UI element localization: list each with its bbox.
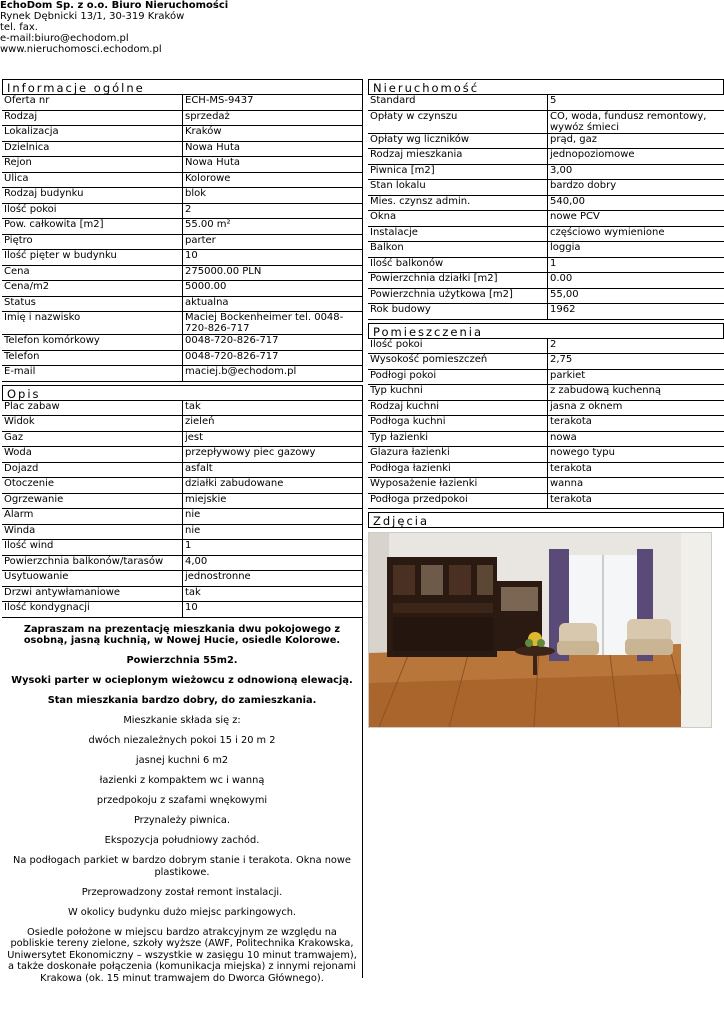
general-row (2, 157, 363, 173)
general-row (2, 188, 363, 204)
description-table (2, 401, 363, 618)
company-email: e-mail:biuro@echodom.pl (0, 33, 129, 44)
opis-label: Gaz (2, 432, 183, 448)
rooms-row (368, 447, 724, 463)
opis-label: Usytuowanie (2, 571, 183, 587)
living-room-photo (369, 533, 711, 727)
right-column (368, 79, 724, 728)
property-value: bardzo dobry (548, 180, 724, 196)
opis-label: Otoczenie (2, 478, 183, 494)
general-row (2, 204, 363, 220)
general-value: Nowa Huta (183, 157, 363, 173)
general-value: Kraków (183, 126, 363, 142)
opis-row (2, 587, 363, 603)
general-row (2, 235, 363, 251)
property-label: Instalacje (368, 227, 548, 243)
rooms-label: Podłoga kuchni (368, 416, 548, 432)
opis-row (2, 447, 363, 463)
property-row (368, 273, 724, 289)
opis-label: Woda (2, 447, 183, 463)
opis-label: Widok (2, 416, 183, 432)
property-row (368, 180, 724, 196)
rooms-label: Wysokość pomieszczeń (368, 354, 548, 370)
rooms-value: nowego typu (548, 447, 724, 463)
general-label: Lokalizacja (2, 126, 183, 142)
general-value: 10 (183, 250, 363, 266)
general-label: Status (2, 297, 183, 313)
description-paragraph: W okolicy budynku dużo miejsc parkingowych. (67, 906, 297, 918)
general-row (2, 366, 363, 382)
general-row (2, 126, 363, 142)
opis-label: Alarm (2, 509, 183, 525)
property-row (368, 196, 724, 212)
opis-value: jednostronne (183, 571, 363, 587)
description-paragraph: dwóch niezależnych pokoi 15 i 20 m 2 (88, 735, 276, 746)
opis-value: działki zabudowane (183, 478, 363, 494)
property-value: 540,00 (548, 196, 724, 212)
general-label: Rodzaj (2, 111, 183, 127)
rooms-value: wanna (548, 478, 724, 494)
opis-label: Ilość wind (2, 540, 183, 556)
general-value: 2 (183, 204, 363, 220)
rooms-value: parkiet (548, 370, 724, 386)
property-title: Nieruchomość (368, 79, 724, 95)
general-value: Kolorowe (183, 173, 363, 189)
general-row (2, 142, 363, 158)
opis-value: 10 (183, 602, 363, 618)
opis-label: Ilość kondygnacji (2, 602, 183, 618)
property-label: Mies. czynsz admin. (368, 196, 548, 212)
company-website: www.nieruchomosci.echodom.pl (0, 44, 162, 55)
description-text (2, 618, 363, 984)
property-row (368, 242, 724, 258)
property-label: Piwnica [m2] (368, 165, 548, 181)
general-label: Ilość pięter w budynku (2, 250, 183, 266)
rooms-row (368, 370, 724, 386)
opis-label: Winda (2, 525, 183, 541)
property-row (368, 111, 724, 134)
opis-row (2, 509, 363, 525)
property-value: nowe PCV (548, 211, 724, 227)
opis-row (2, 401, 363, 417)
description-paragraph: Ekspozycja południowy zachód. (104, 835, 260, 846)
rooms-row (368, 432, 724, 448)
property-label: Ilość balkonów (368, 258, 548, 274)
general-row (2, 297, 363, 313)
description-paragraph: Przynależy piwnica. (133, 815, 231, 826)
opis-value: nie (183, 525, 363, 541)
general-row (2, 219, 363, 235)
general-info-title: Informacje ogólne (2, 79, 363, 95)
property-row (368, 95, 724, 111)
property-value: 3,00 (548, 165, 724, 181)
rooms-label: Typ kuchni (368, 385, 548, 401)
general-label: Telefon komórkowy (2, 335, 183, 351)
company-phone: tel. fax. (0, 22, 38, 33)
opis-value: jest (183, 432, 363, 448)
general-value: 5000.00 (183, 281, 363, 297)
rooms-row (368, 416, 724, 432)
property-label: Standard (368, 95, 548, 111)
property-label: Balkon (368, 242, 548, 258)
general-value: Nowa Huta (183, 142, 363, 158)
opis-value: nie (183, 509, 363, 525)
property-label: Opłaty wg liczników (368, 134, 548, 150)
opis-value: zieleń (183, 416, 363, 432)
opis-value: 4,00 (183, 556, 363, 572)
general-row (2, 111, 363, 127)
opis-row (2, 478, 363, 494)
general-row (2, 266, 363, 282)
general-label: Imię i nazwisko (2, 312, 183, 335)
general-value: 275000.00 PLN (183, 266, 363, 282)
opis-value: przepływowy piec gazowy (183, 447, 363, 463)
opis-row (2, 556, 363, 572)
general-label: E-mail (2, 366, 183, 382)
general-value: 0048-720-826-717 (183, 351, 363, 367)
rooms-row (368, 463, 724, 479)
opis-row (2, 525, 363, 541)
rooms-label: Typ łazienki (368, 432, 548, 448)
property-label: Powierzchnia działki [m2] (368, 273, 548, 289)
property-value: CO, woda, fundusz remontowy, wywóz śmieci (548, 111, 724, 134)
rooms-label: Rodzaj kuchni (368, 401, 548, 417)
opis-value: tak (183, 587, 363, 603)
opis-label: Powierzchnia balkonów/tarasów (2, 556, 183, 572)
rooms-label: Podłogi pokoi (368, 370, 548, 386)
general-value: blok (183, 188, 363, 204)
general-row (2, 281, 363, 297)
property-row (368, 258, 724, 274)
property-value: 5 (548, 95, 724, 111)
general-value: Maciej Bockenheimer tel. 0048-720-826-717 (183, 312, 363, 335)
property-value: 0.00 (548, 273, 724, 289)
general-value: ECH-MS-9437 (183, 95, 363, 111)
rooms-value: 2,75 (548, 354, 724, 370)
agency-header (0, 0, 228, 55)
property-value: 55,00 (548, 289, 724, 305)
opis-value: 1 (183, 540, 363, 556)
opis-label: Dojazd (2, 463, 183, 479)
general-label: Ulica (2, 173, 183, 189)
opis-label: Drzwi antywłamaniowe (2, 587, 183, 603)
general-value: parter (183, 235, 363, 251)
apartment-photo[interactable] (368, 532, 712, 728)
general-label: Dzielnica (2, 142, 183, 158)
property-label: Opłaty w czynszu (368, 111, 548, 134)
general-value: maciej.b@echodom.pl (183, 366, 363, 382)
general-label: Ilość pokoi (2, 204, 183, 220)
rooms-row (368, 478, 724, 494)
general-label: Pow. całkowita [m2] (2, 219, 183, 235)
opis-value: asfalt (183, 463, 363, 479)
description-paragraph: Osiedle położone w miejscu bardzo atrakcyjnym ze względu na pobliskie tereny zielone, szkoły wyższe (AWF, Politechnika Krakowska, Uniwersytet Ekonomiczny – wszystkie w zasięgu 10 minut tramwajem), a także doskonałe połączenia (komunikacja miejska) z innymi rejonami Krakowa (ok. 15 minut tramwajem do Dworca Głównego). (7, 926, 357, 984)
rooms-label: Podłoga przedpokoi (368, 494, 548, 510)
general-value: sprzedaż (183, 111, 363, 127)
opis-label: Ogrzewanie (2, 494, 183, 510)
rooms-value: terakota (548, 494, 724, 510)
opis-value: miejskie (183, 494, 363, 510)
opis-row (2, 602, 363, 618)
property-label: Rok budowy (368, 304, 548, 320)
description-paragraph: Zapraszam na prezentację mieszkania dwu pokojowego z osobną, jasną kuchnią, w Nowej Hucie, osiedle Kolorowe. (23, 623, 341, 646)
general-value: aktualna (183, 297, 363, 313)
general-label: Piętro (2, 235, 183, 251)
general-value: 55.00 m² (183, 219, 363, 235)
rooms-table (368, 339, 724, 510)
general-row (2, 250, 363, 266)
description-paragraph: łazienki z kompaktem wc i wanną (99, 775, 265, 786)
description-paragraph: jasnej kuchni 6 m2 (135, 755, 229, 766)
description-paragraph: Stan mieszkania bardzo dobry, do zamieszkania. (47, 695, 317, 706)
property-value: częściowo wymienione (548, 227, 724, 243)
rooms-value: terakota (548, 463, 724, 479)
general-value: 0048-720-826-717 (183, 335, 363, 351)
description-paragraph: Przeprowadzony został remont instalacji. (81, 886, 283, 898)
rooms-value: z zabudową kuchenną (548, 385, 724, 401)
rooms-value: jasna z oknem (548, 401, 724, 417)
property-label: Okna (368, 211, 548, 227)
opis-row (2, 416, 363, 432)
property-label: Rodzaj mieszkania (368, 149, 548, 165)
opis-value: tak (183, 401, 363, 417)
opis-row (2, 494, 363, 510)
property-value: 1 (548, 258, 724, 274)
rooms-label: Glazura łazienki (368, 447, 548, 463)
description-paragraph: Powierzchnia 55m2. (126, 655, 238, 666)
property-row (368, 304, 724, 320)
general-row (2, 173, 363, 189)
rooms-row (368, 385, 724, 401)
property-row (368, 165, 724, 181)
property-value: prąd, gaz (548, 134, 724, 150)
property-value: loggia (548, 242, 724, 258)
opis-row (2, 540, 363, 556)
general-label: Rodzaj budynku (2, 188, 183, 204)
rooms-row (368, 494, 724, 510)
property-label: Powierzchnia użytkowa [m2] (368, 289, 548, 305)
rooms-row (368, 401, 724, 417)
general-row (2, 95, 363, 111)
rooms-label: Podłoga łazienki (368, 463, 548, 479)
photos-title: Zdjęcia (368, 512, 724, 528)
opis-row (2, 432, 363, 448)
opis-row (2, 571, 363, 587)
general-row (2, 351, 363, 367)
property-row (368, 227, 724, 243)
property-row (368, 289, 724, 305)
general-label: Rejon (2, 157, 183, 173)
property-row (368, 134, 724, 150)
general-row (2, 335, 363, 351)
general-row (2, 312, 363, 335)
property-row (368, 211, 724, 227)
general-label: Cena (2, 266, 183, 282)
company-address: Rynek Dębnicki 13/1, 30-319 Kraków (0, 11, 185, 22)
rooms-value: 2 (548, 339, 724, 355)
property-label: Stan lokalu (368, 180, 548, 196)
description-paragraph: Wysoki parter w ocieplonym wieżowcu z odnowioną elewacją. (11, 675, 353, 686)
rooms-title: Pomieszczenia (368, 323, 724, 339)
property-row (368, 149, 724, 165)
property-value: jednopoziomowe (548, 149, 724, 165)
property-value: 1962 (548, 304, 724, 320)
rooms-label: Ilość pokoi (368, 339, 548, 355)
description-paragraph: przedpokoju z szafami wnękowymi (96, 795, 268, 806)
description-paragraph: Na podłogach parkiet w bardzo dobrym stanie i terakota. Okna nowe plastikowe. (13, 855, 351, 878)
rooms-value: nowa (548, 432, 724, 448)
general-label: Telefon (2, 351, 183, 367)
rooms-row (368, 354, 724, 370)
rooms-row (368, 339, 724, 355)
opis-label: Plac zabaw (2, 401, 183, 417)
description-title: Opis (2, 385, 363, 401)
company-name: EchoDom Sp. z o.o. Biuro Nieruchomości (0, 0, 229, 11)
rooms-label: Wyposażenie łazienki (368, 478, 548, 494)
opis-row (2, 463, 363, 479)
property-table (368, 95, 724, 320)
description-paragraph: Mieszkanie składa się z: (123, 715, 241, 726)
left-column (2, 79, 363, 984)
general-info-table (2, 95, 363, 382)
general-label: Oferta nr (2, 95, 183, 111)
general-label: Cena/m2 (2, 281, 183, 297)
rooms-value: terakota (548, 416, 724, 432)
